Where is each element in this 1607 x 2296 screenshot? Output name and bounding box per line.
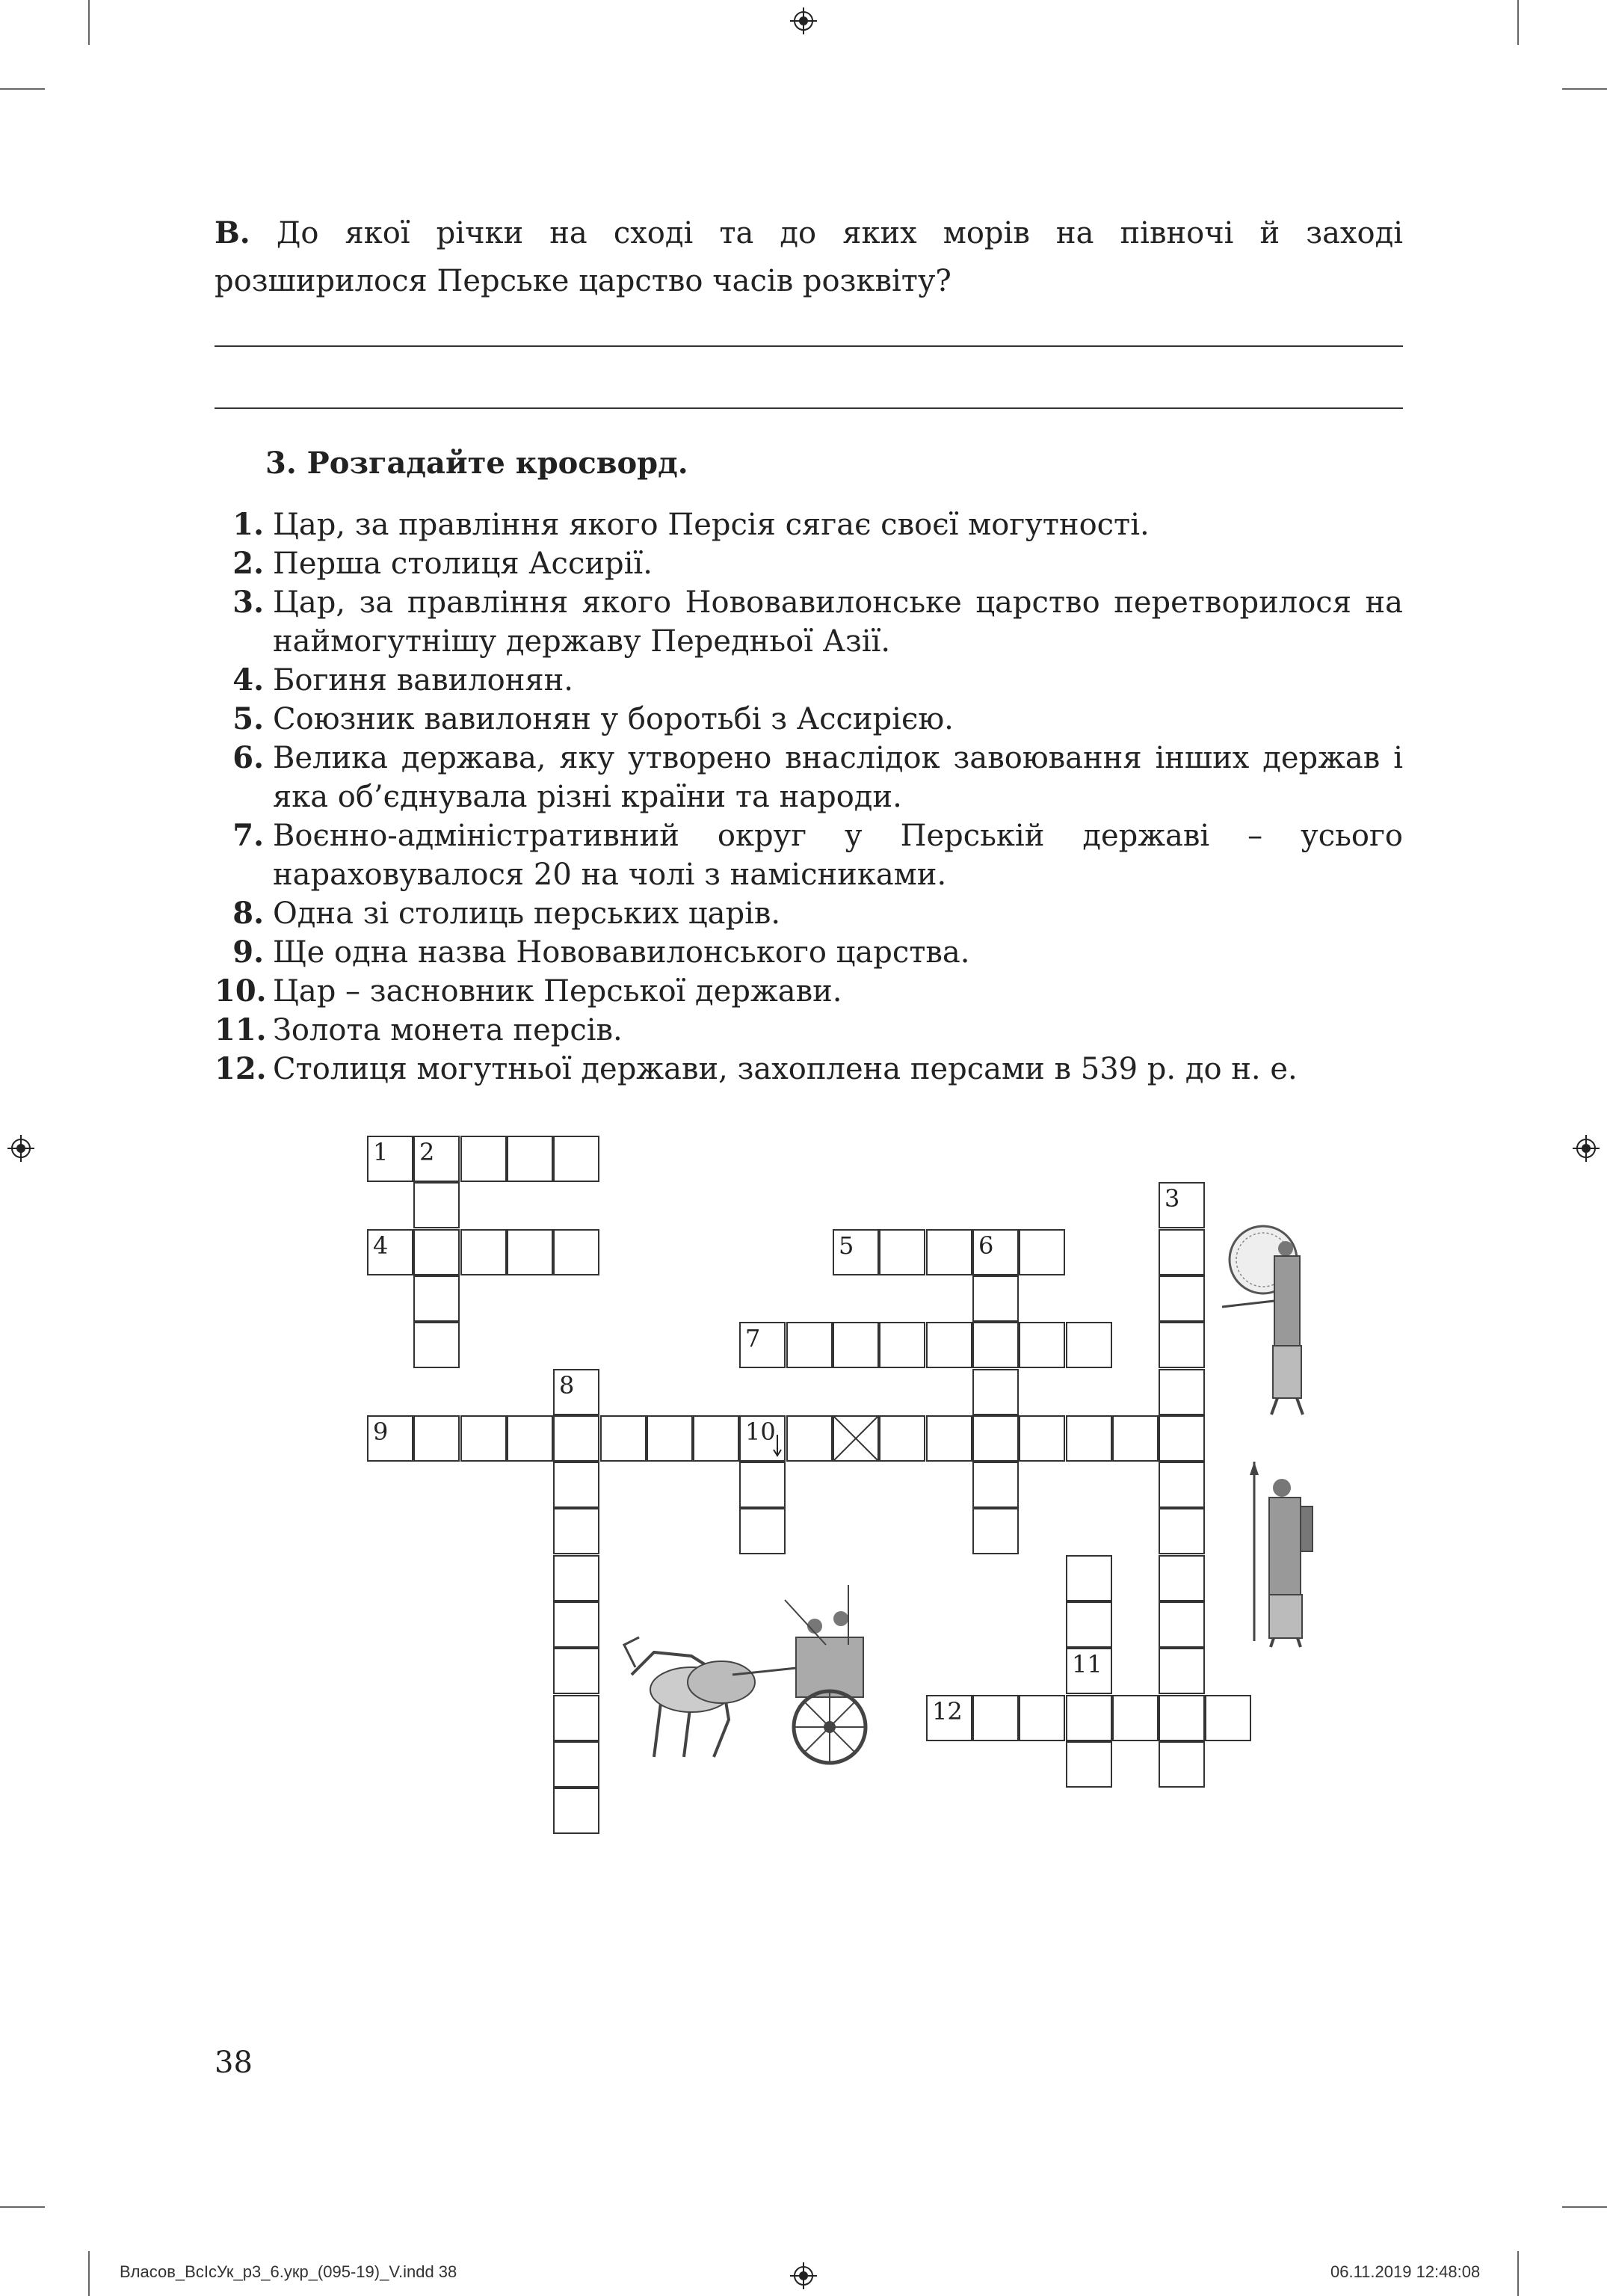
crossword-cell[interactable] — [413, 1415, 460, 1462]
crossword-cell[interactable] — [1066, 1322, 1112, 1368]
clue-item — [215, 933, 1403, 972]
trim-mark — [0, 88, 45, 90]
crossword-cell[interactable] — [553, 1462, 599, 1508]
clue-number: 8. — [232, 896, 264, 931]
crossword-cell[interactable] — [413, 1182, 460, 1228]
crossword-cell[interactable] — [367, 1229, 413, 1275]
crossword-cell[interactable] — [879, 1229, 925, 1275]
answer-line[interactable] — [215, 407, 1403, 409]
crossword-cell[interactable] — [507, 1136, 553, 1182]
clue-text: Воєнно-адміністративний округ у Перській державі – усього нараховувалося 20 на чолі з намісниками. — [273, 819, 1403, 892]
crossword-cell[interactable] — [553, 1695, 599, 1741]
clue-text: Золота монета персів. — [273, 1013, 623, 1047]
crossword-cell[interactable] — [1159, 1508, 1205, 1554]
crossword-cell[interactable] — [553, 1229, 599, 1275]
crossword-cell[interactable] — [1159, 1369, 1205, 1415]
crossword-cell[interactable] — [1066, 1741, 1112, 1788]
crossword-number: 2 — [419, 1138, 435, 1166]
crossword-number: 7 — [745, 1324, 761, 1352]
crossword-cell[interactable] — [879, 1322, 925, 1368]
clue-item — [215, 739, 1403, 816]
clue-item — [215, 700, 1403, 739]
crossword-number: 4 — [373, 1231, 389, 1260]
crossword-number: 1 — [373, 1138, 389, 1166]
crossword-cell[interactable] — [1159, 1322, 1205, 1368]
crossword-cell[interactable] — [972, 1369, 1019, 1415]
trim-mark — [1517, 0, 1519, 45]
crossword-cell[interactable] — [1159, 1648, 1205, 1694]
crossword-number: 8 — [559, 1371, 575, 1400]
clue-number: 7. — [232, 818, 264, 853]
crossword-cell[interactable] — [1019, 1322, 1065, 1368]
clue-text: Цар – засновник Перської держави. — [273, 974, 842, 1009]
crossword-cell[interactable] — [1205, 1695, 1251, 1741]
crossword-cell[interactable] — [739, 1322, 786, 1368]
clue-text: Цар, за правління якого Нововавилонське царство перетворилося на наймогутнішу державу Передньої Азії. — [273, 585, 1403, 659]
crossword-cell[interactable] — [1066, 1648, 1112, 1694]
clue-item — [215, 1050, 1403, 1089]
clue-number: 1. — [232, 507, 264, 542]
crossword-cell[interactable] — [879, 1415, 925, 1462]
clue-text: Столиця могутньої держави, захоплена персами в 539 р. до н. е. — [273, 1052, 1298, 1086]
blocked-cell-icon — [834, 1417, 877, 1460]
question-b-text: До якої річки на сході та до яких морів на півночі й заході розширилося Перське царство часів розквіту? — [215, 216, 1403, 298]
task-title: 3. Розгадайте кросворд. — [265, 446, 688, 481]
crossword-number: 9 — [373, 1418, 389, 1446]
crossword-cell[interactable] — [647, 1415, 693, 1462]
question-b — [215, 209, 1403, 305]
crossword-cell[interactable] — [786, 1322, 833, 1368]
crossword-cell[interactable] — [1159, 1229, 1205, 1275]
trim-mark — [1562, 88, 1607, 90]
registration-mark-icon — [1571, 1133, 1601, 1163]
trim-mark — [88, 2251, 90, 2296]
clue-item — [215, 583, 1403, 661]
registration-mark-icon — [6, 1133, 36, 1163]
clue-item — [215, 816, 1403, 894]
crossword-cell[interactable] — [507, 1415, 553, 1462]
crossword-cell[interactable] — [926, 1695, 972, 1741]
clue-number: 9. — [232, 935, 264, 970]
crossword-cell[interactable] — [786, 1415, 833, 1462]
crossword-cell[interactable] — [739, 1415, 786, 1462]
crossword-cell[interactable] — [1159, 1462, 1205, 1508]
crossword-cell[interactable] — [926, 1229, 972, 1275]
crossword-cell[interactable] — [972, 1508, 1019, 1554]
crossword-cell[interactable] — [926, 1415, 972, 1462]
clue-item — [215, 894, 1403, 933]
crossword-cell[interactable] — [972, 1695, 1019, 1741]
clue-item — [215, 1011, 1403, 1050]
crossword-cell[interactable] — [1019, 1695, 1065, 1741]
clue-text: Богиня вавилонян. — [273, 663, 574, 698]
crossword-cell[interactable] — [367, 1136, 413, 1182]
clue-number: 2. — [232, 546, 264, 581]
page-number: 38 — [215, 2046, 253, 2080]
crossword-cell[interactable] — [1159, 1601, 1205, 1648]
clue-number: 4. — [232, 662, 264, 698]
crossword-cell[interactable] — [926, 1322, 972, 1368]
crossword-cell[interactable] — [972, 1229, 1019, 1275]
crossword-cell[interactable] — [460, 1136, 507, 1182]
crossword-cell[interactable] — [413, 1229, 460, 1275]
clue-number: 3. — [232, 585, 264, 620]
clue-number: 6. — [232, 740, 264, 775]
crossword-cell[interactable] — [1019, 1229, 1065, 1275]
footer-file-info: Власов_ВсІсУк_р3_6.укр_(095-19)_V.indd 38 — [120, 2262, 457, 2281]
crossword-cell[interactable] — [553, 1415, 599, 1462]
crossword-cell[interactable] — [1066, 1695, 1112, 1741]
crossword-cell[interactable] — [413, 1322, 460, 1368]
clue-number: 11. — [215, 1012, 267, 1047]
trim-mark — [1562, 2206, 1607, 2208]
crossword-cell[interactable] — [460, 1415, 507, 1462]
crossword-number: 6 — [978, 1231, 994, 1260]
crossword-cell[interactable] — [553, 1369, 599, 1415]
trim-mark — [88, 0, 90, 45]
crossword-number: 10 — [745, 1418, 776, 1446]
crossword-cell[interactable] — [972, 1415, 1019, 1462]
trim-mark — [0, 2206, 45, 2208]
crossword-cell[interactable] — [739, 1462, 786, 1508]
crossword-cell[interactable] — [553, 1508, 599, 1554]
crossword-cell[interactable] — [1159, 1182, 1205, 1228]
crossword-cell[interactable] — [1159, 1555, 1205, 1601]
crossword-cell[interactable] — [553, 1741, 599, 1788]
crossword-cell[interactable] — [553, 1788, 599, 1834]
crossword-cell[interactable] — [833, 1322, 879, 1368]
clue-number: 10. — [215, 973, 267, 1009]
crossword-number: 3 — [1165, 1184, 1180, 1213]
warrior-with-shield-illustration — [1215, 1219, 1334, 1421]
crossword-cell[interactable] — [693, 1415, 739, 1462]
clue-text: Союзник вавилонян у боротьбі з Ассирією. — [273, 702, 954, 736]
crossword-cell[interactable] — [460, 1229, 507, 1275]
crossword-cell[interactable] — [1159, 1741, 1205, 1788]
crossword-cell[interactable] — [507, 1229, 553, 1275]
crossword-blocked-cell — [833, 1415, 879, 1462]
crossword-cell[interactable] — [1159, 1275, 1205, 1322]
registration-mark-icon — [789, 2261, 818, 2291]
clue-item — [215, 544, 1403, 583]
crossword-cell[interactable] — [1066, 1415, 1112, 1462]
crossword-cell[interactable] — [972, 1462, 1019, 1508]
clue-item — [215, 972, 1403, 1011]
clue-number: 12. — [215, 1051, 267, 1086]
crossword-cell[interactable] — [1019, 1415, 1065, 1462]
crossword-cell[interactable] — [553, 1601, 599, 1648]
answer-line[interactable] — [215, 345, 1403, 347]
crossword-number: 5 — [839, 1231, 854, 1260]
crossword-cell[interactable] — [413, 1275, 460, 1322]
trim-mark — [1517, 2251, 1519, 2296]
crossword-number: 11 — [1072, 1650, 1102, 1678]
crossword-cell[interactable] — [413, 1136, 460, 1182]
clue-text: Перша столиця Ассирії. — [273, 547, 653, 581]
question-b-letter: В. — [215, 215, 250, 250]
crossword-cell[interactable] — [1066, 1555, 1112, 1601]
clue-text: Велика держава, яку утворено внаслідок завоювання інших держав і яка об’єднувала різні країни та народи. — [273, 741, 1403, 814]
clue-text: Одна зі столиць перських царів. — [273, 896, 781, 931]
crossword-number: 12 — [932, 1697, 963, 1726]
clue-item — [215, 661, 1403, 700]
registration-mark-icon — [789, 6, 818, 36]
crossword-cell[interactable] — [1066, 1601, 1112, 1648]
down-arrow-icon — [772, 1435, 783, 1457]
clue-number: 5. — [232, 701, 264, 736]
footer-timestamp: 06.11.2019 12:48:08 — [1330, 2262, 1481, 2281]
crossword-cell[interactable] — [1112, 1415, 1159, 1462]
crossword-cell[interactable] — [553, 1136, 599, 1182]
crossword-cell[interactable] — [833, 1229, 879, 1275]
clue-item — [215, 505, 1403, 544]
crossword-cell[interactable] — [972, 1275, 1019, 1322]
crossword-cell[interactable] — [553, 1555, 599, 1601]
clue-list — [215, 505, 1403, 1089]
clue-text: Цар, за правління якого Персія сягає своєї могутності. — [273, 508, 1150, 542]
crossword-cell[interactable] — [600, 1415, 647, 1462]
crossword-cell[interactable] — [1159, 1695, 1205, 1741]
crossword-cell[interactable] — [367, 1415, 413, 1462]
spearman-illustration — [1241, 1462, 1330, 1649]
clue-text: Ще одна назва Нововавилонського царства. — [273, 935, 970, 970]
crossword-cell[interactable] — [1112, 1695, 1159, 1741]
chariot-illustration — [609, 1585, 908, 1779]
crossword-cell[interactable] — [739, 1508, 786, 1554]
crossword-cell[interactable] — [553, 1648, 599, 1694]
crossword-cell[interactable] — [1159, 1415, 1205, 1462]
crossword-cell[interactable] — [972, 1322, 1019, 1368]
